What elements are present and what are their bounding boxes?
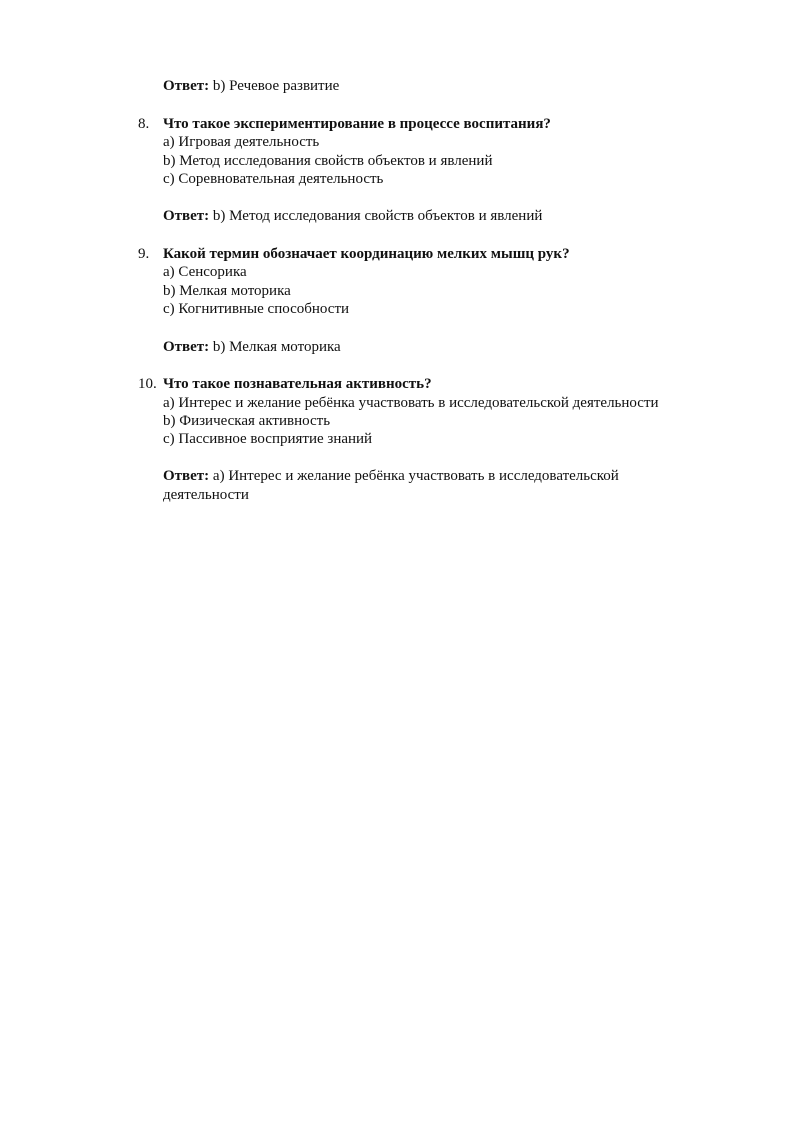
option-c: c) Когнитивные способности: [163, 301, 350, 317]
answer: [163, 207, 542, 226]
question-number: 10.: [138, 376, 157, 392]
prev-answer: [163, 77, 339, 96]
question-title: Что такое экспериментирование в процессе воспитания?: [163, 116, 551, 132]
question-number: 8.: [138, 116, 150, 132]
answer-label: Ответ:: [163, 339, 210, 355]
option-c: c) Соревновательная деятельность: [163, 171, 384, 187]
option-a: a) Интерес и желание ребёнка участвовать в исследовательской деятельности: [163, 395, 659, 411]
option-b: b) Мелкая моторика: [163, 283, 291, 299]
option-a: a) Игровая деятельность: [163, 134, 320, 150]
answer-text: b) Речевое развитие: [212, 78, 340, 94]
answer-label: Ответ:: [163, 208, 210, 224]
option-c: c) Пассивное восприятие знаний: [163, 431, 373, 447]
answer-label: Ответ:: [163, 468, 210, 484]
answer: [163, 467, 619, 486]
question-title: Какой термин обозначает координацию мелких мышц рук?: [163, 246, 570, 262]
option-b: b) Метод исследования свойств объектов и явлений: [163, 153, 493, 169]
answer-text: b) Метод исследования свойств объектов и явлений: [212, 208, 543, 224]
question-number: 9.: [138, 246, 150, 262]
answer-label: Ответ:: [163, 78, 210, 94]
option-a: a) Сенсорика: [163, 264, 247, 280]
option-b: b) Физическая активность: [163, 413, 331, 429]
answer: [163, 338, 341, 357]
answer-continuation: деятельности: [163, 487, 249, 503]
answer-text: b) Мелкая моторика: [212, 339, 341, 355]
question-title: Что такое познавательная активность?: [163, 376, 432, 392]
answer-text: a) Интерес и желание ребёнка участвовать в исследовательской: [212, 468, 619, 484]
